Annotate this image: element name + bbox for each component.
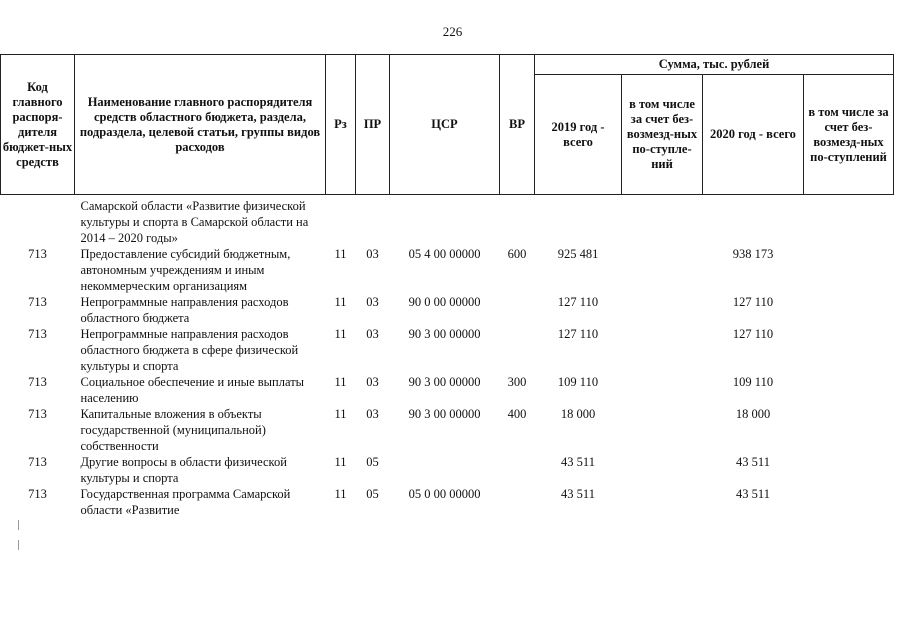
scan-mark (18, 540, 19, 550)
cell-s2019: 43 511 (561, 455, 595, 469)
header-2020-total: 2020 год - всего (703, 75, 804, 195)
header-2019-total: 2019 год - всего (535, 75, 622, 195)
cell-rz: 11 (334, 455, 347, 469)
cell-rz: 11 (334, 407, 347, 421)
table-row (1, 246, 894, 294)
cell-vr (500, 294, 535, 326)
cell-csr: 05 4 00 00000 (408, 247, 481, 261)
cell-g2020 (804, 326, 894, 374)
budget-table (0, 54, 894, 518)
cell-s2020: 127 110 (732, 327, 774, 341)
cell-s2020: 109 110 (732, 375, 774, 389)
cell-s2020: 127 110 (732, 295, 774, 309)
page-number: 226 (442, 24, 463, 39)
header-code: Код главного распоря-дителя бюджет-ных средств (1, 55, 75, 195)
cell-s2019: 127 110 (557, 295, 599, 309)
cell-g2020 (804, 374, 894, 406)
cell-pr: 03 (366, 375, 379, 389)
cell-s2019 (535, 195, 622, 247)
header-name: Наименование главного распорядителя средств областного бюджета, раздела, подраздела, целевой статьи, группы видов расходов (75, 55, 326, 195)
table-row (1, 195, 894, 247)
table-body (1, 195, 894, 519)
header-rz: Рз (326, 55, 356, 195)
cell-vr (500, 326, 535, 374)
cell-code: 713 (28, 375, 47, 389)
cell-csr: 90 3 00 00000 (408, 327, 481, 341)
table-row (1, 406, 894, 454)
cell-s2020: 43 511 (736, 455, 770, 469)
header-pr: ПР (356, 55, 390, 195)
cell-s2019: 925 481 (557, 247, 599, 261)
cell-vr: 400 (507, 407, 527, 421)
scan-mark (18, 520, 19, 530)
cell-g2020 (804, 246, 894, 294)
table-row (1, 454, 894, 486)
cell-csr (390, 195, 500, 247)
cell-pr: 03 (366, 247, 379, 261)
header-2020-gratuitous: в том числе за счет без-возмезд-ных по-ступлений (804, 75, 894, 195)
cell-g2020 (804, 454, 894, 486)
cell-pr: 03 (366, 327, 379, 341)
cell-name: Капитальные вложения в объекты государственной (муниципальной) собственности (80, 407, 266, 453)
header-vr: ВР (500, 55, 535, 195)
cell-name: Предоставление субсидий бюджетным, автономным учреждениям и иным некоммерческим организациям (80, 247, 291, 293)
header-sum-group: Сумма, тыс. рублей (535, 55, 894, 75)
cell-vr: 300 (507, 375, 527, 389)
cell-g2019 (622, 486, 703, 518)
cell-code: 713 (28, 295, 47, 309)
cell-pr: 03 (366, 295, 379, 309)
cell-csr: 90 3 00 00000 (408, 375, 481, 389)
cell-pr: 05 (366, 455, 379, 469)
cell-code: 713 (28, 327, 47, 341)
cell-s2020: 43 511 (736, 487, 770, 501)
cell-g2019 (622, 454, 703, 486)
cell-s2020 (703, 195, 804, 247)
cell-g2019 (622, 326, 703, 374)
cell-vr: 600 (507, 247, 527, 261)
cell-vr (500, 454, 535, 486)
cell-code (1, 195, 75, 247)
cell-code: 713 (28, 247, 47, 261)
cell-rz: 11 (334, 487, 347, 501)
cell-csr: 90 0 00 00000 (408, 295, 481, 309)
cell-rz: 11 (334, 247, 347, 261)
cell-rz (326, 195, 356, 247)
table-row (1, 326, 894, 374)
cell-pr (356, 195, 390, 247)
cell-g2019 (622, 195, 703, 247)
cell-rz: 11 (334, 327, 347, 341)
cell-vr (500, 486, 535, 518)
cell-s2019: 127 110 (557, 327, 599, 341)
cell-csr (390, 454, 500, 486)
cell-rz: 11 (334, 295, 347, 309)
cell-pr: 03 (366, 407, 379, 421)
table-row (1, 486, 894, 518)
table-row (1, 374, 894, 406)
cell-csr: 90 3 00 00000 (408, 407, 481, 421)
cell-g2019 (622, 246, 703, 294)
cell-s2019: 18 000 (560, 407, 596, 421)
table-row (1, 294, 894, 326)
cell-name: Другие вопросы в области физической культуры и спорта (80, 455, 287, 485)
cell-s2019: 109 110 (557, 375, 599, 389)
cell-g2020 (804, 294, 894, 326)
cell-code: 713 (28, 455, 47, 469)
cell-name: Самарской области «Развитие физической культуры и спорта в Самарской области на 2014 – 2020 годы» (80, 199, 309, 245)
cell-name: Непрограммные направления расходов областного бюджета в сфере физической культуры и спорта (80, 327, 299, 373)
cell-name: Государственная программа Самарской области «Развитие (80, 487, 291, 517)
cell-code: 713 (28, 407, 47, 421)
cell-name: Непрограммные направления расходов областного бюджета (80, 295, 289, 325)
cell-code: 713 (28, 487, 47, 501)
cell-s2019: 43 511 (561, 487, 595, 501)
cell-pr: 05 (366, 487, 379, 501)
cell-vr (500, 195, 535, 247)
cell-g2019 (622, 406, 703, 454)
cell-rz: 11 (334, 375, 347, 389)
cell-g2020 (804, 195, 894, 247)
cell-g2020 (804, 406, 894, 454)
cell-s2020: 18 000 (735, 407, 771, 421)
header-csr: ЦСР (390, 55, 500, 195)
cell-s2020: 938 173 (732, 247, 774, 261)
cell-csr: 05 0 00 00000 (408, 487, 481, 501)
cell-g2019 (622, 374, 703, 406)
cell-g2019 (622, 294, 703, 326)
header-2019-gratuitous: в том числе за счет без-возмезд-ных по-ступле-ний (622, 75, 703, 195)
cell-name: Социальное обеспечение и иные выплаты населению (80, 375, 305, 405)
cell-g2020 (804, 486, 894, 518)
